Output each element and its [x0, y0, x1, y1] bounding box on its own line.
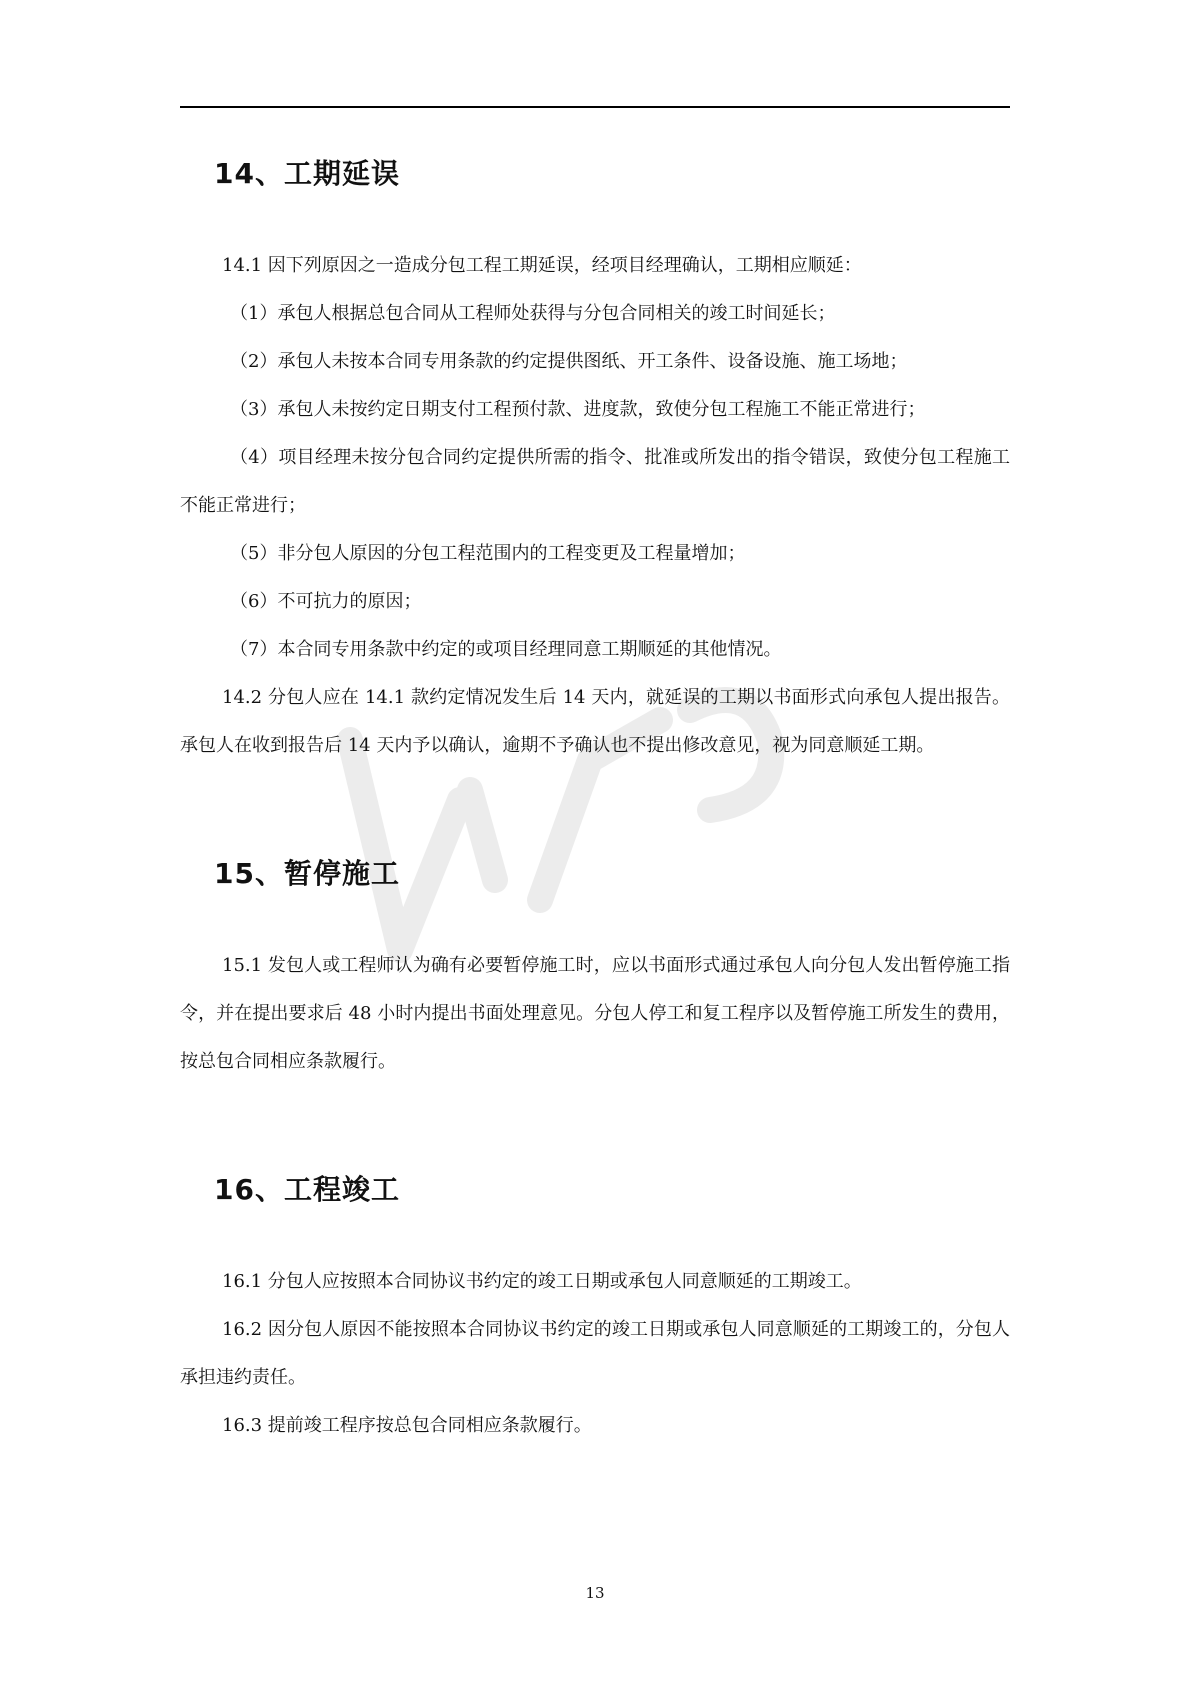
section-title: 15、暂停施工	[214, 857, 400, 890]
section-15	[180, 840, 1010, 1086]
page-number: 13	[585, 1584, 605, 1602]
paragraph: 16.2 因分包人原因不能按照本合同协议书约定的竣工日期或承包人同意顺延的工期竣工的，分包人承担违约责任。	[180, 1319, 1010, 1388]
paragraph: 15.1 发包人或工程师认为确有必要暂停施工时，应以书面形式通过承包人向分包人发出暂停施工指令，并在提出要求后 48 小时内提出书面处理意见。分包人停工和复工程序以及暂停施工所发生的费用，按总包合同相应条款履行。	[180, 955, 1010, 1072]
list-item: （5）非分包人原因的分包工程范围内的工程变更及工程量增加；	[230, 543, 746, 564]
section-title: 14、工期延误	[214, 157, 400, 190]
document-body	[180, 140, 1010, 1450]
section-14	[180, 140, 1010, 770]
list-item: （7）本合同专用条款中约定的或项目经理同意工期顺延的其他情况。	[230, 639, 782, 660]
list-item: （4）项目经理未按分包合同约定提供所需的指令、批准或所发出的指令错误，致使分包工程施工不能正常进行；	[180, 447, 1010, 516]
list-item: （2）承包人未按本合同专用条款的约定提供图纸、开工条件、设备设施、施工场地；	[230, 351, 908, 372]
list-item: （6）不可抗力的原因；	[230, 591, 422, 612]
header-rule	[180, 106, 1010, 108]
list-item: （3）承包人未按约定日期支付工程预付款、进度款，致使分包工程施工不能正常进行；	[230, 399, 926, 420]
section-title: 16、工程竣工	[214, 1173, 400, 1206]
paragraph: 14.1 因下列原因之一造成分包工程工期延误，经项目经理确认，工期相应顺延：	[222, 255, 862, 276]
list-item: （1）承包人根据总包合同从工程师处获得与分包合同相关的竣工时间延长；	[230, 303, 836, 324]
paragraph: 16.1 分包人应按照本合同协议书约定的竣工日期或承包人同意顺延的工期竣工。	[222, 1271, 862, 1292]
paragraph: 16.3 提前竣工程序按总包合同相应条款履行。	[222, 1415, 592, 1436]
paragraph: 14.2 分包人应在 14.1 款约定情况发生后 14 天内，就延误的工期以书面形式向承包人提出报告。承包人在收到报告后 14 天内予以确认，逾期不予确认也不提出修改意见，视为同意顺延工期。	[180, 687, 1010, 756]
section-16	[180, 1156, 1010, 1450]
